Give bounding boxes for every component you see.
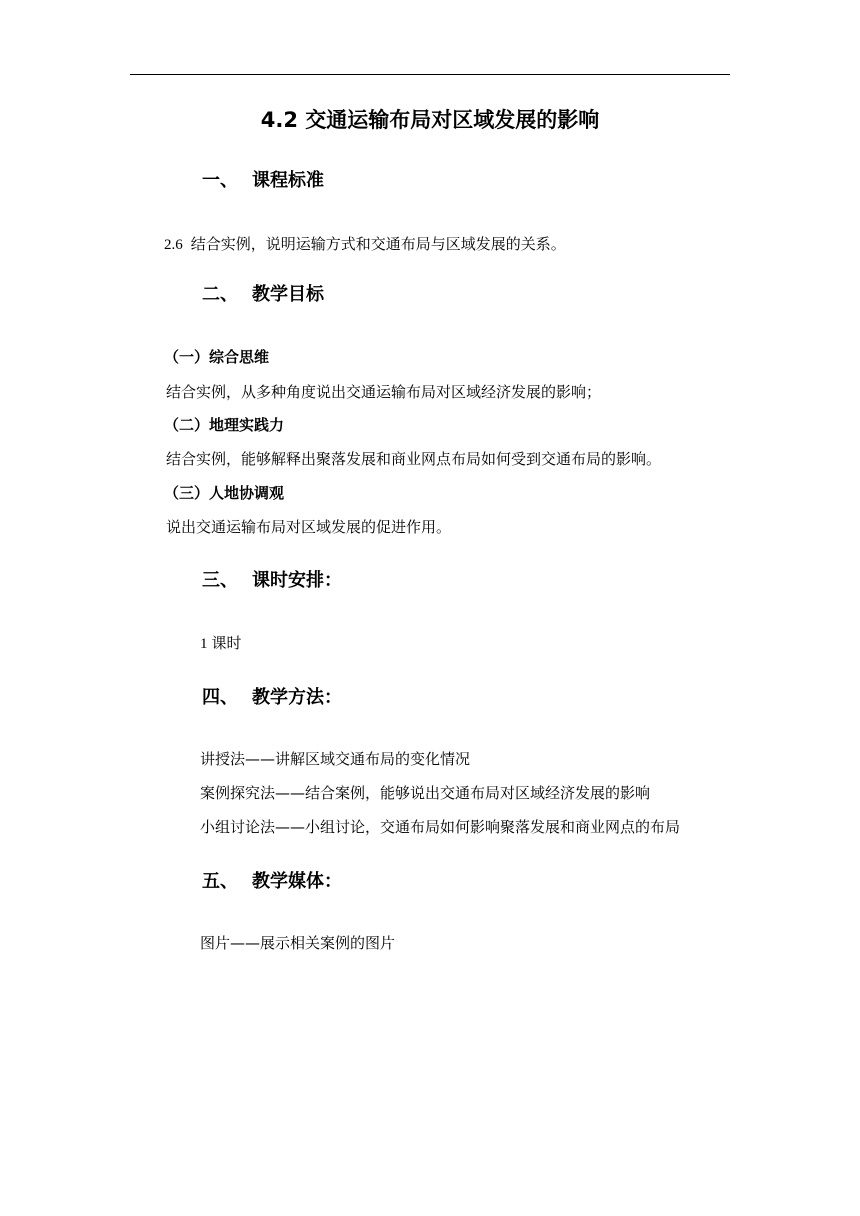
objective-label-synthesis: （一）综合思维 [164, 348, 270, 366]
section-number: 四、 [202, 687, 238, 708]
section-title: 教学目标 [252, 284, 324, 305]
section-title: 教学方法： [252, 687, 342, 708]
hours-count: 1 [200, 636, 208, 652]
method-item-case-study: 案例探究法——结合案例，能够说出交通布局对区域经济发展的影响 [200, 784, 651, 802]
objective-label-practice: （二）地理实践力 [164, 416, 285, 434]
standard-description: 结合实例，说明运输方式和交通布局与区域发展的关系。 [190, 235, 566, 253]
objective-label-harmony: （三）人地协调观 [164, 484, 285, 502]
standard-text [164, 232, 566, 257]
section-number: 三、 [202, 570, 238, 591]
document-title: 4.2 交通运输布局对区域发展的影响 [260, 108, 600, 132]
section-heading-objectives [202, 282, 324, 308]
section-heading-schedule [202, 568, 342, 594]
objective-text-practice: 结合实例，能够解释出聚落发展和商业网点布局如何受到交通布局的影响。 [166, 450, 662, 468]
objective-text-harmony: 说出交通运输布局对区域发展的促进作用。 [166, 518, 452, 536]
schedule-hours [200, 631, 242, 656]
section-title: 课程标准 [252, 170, 324, 191]
section-number: 五、 [202, 871, 238, 892]
method-item-group-discussion: 小组讨论法——小组讨论，交通布局如何影响聚落发展和商业网点的布局 [200, 818, 681, 836]
section-heading-methods [202, 685, 342, 711]
section-heading-media [202, 869, 342, 895]
method-item-lecture: 讲授法——讲解区域交通布局的变化情况 [200, 750, 471, 768]
section-number: 二、 [202, 284, 238, 305]
section-heading-standards [202, 168, 324, 194]
section-number: 一、 [202, 170, 238, 191]
hours-unit: 课时 [211, 634, 242, 652]
standard-code: 2.6 [164, 237, 183, 253]
section-title: 课时安排： [252, 570, 342, 591]
media-item-pictures: 图片——展示相关案例的图片 [200, 934, 396, 952]
section-title: 教学媒体： [252, 871, 342, 892]
header-rule [130, 74, 730, 75]
objective-text-synthesis: 结合实例，从多种角度说出交通运输布局对区域经济发展的影响； [166, 383, 602, 401]
